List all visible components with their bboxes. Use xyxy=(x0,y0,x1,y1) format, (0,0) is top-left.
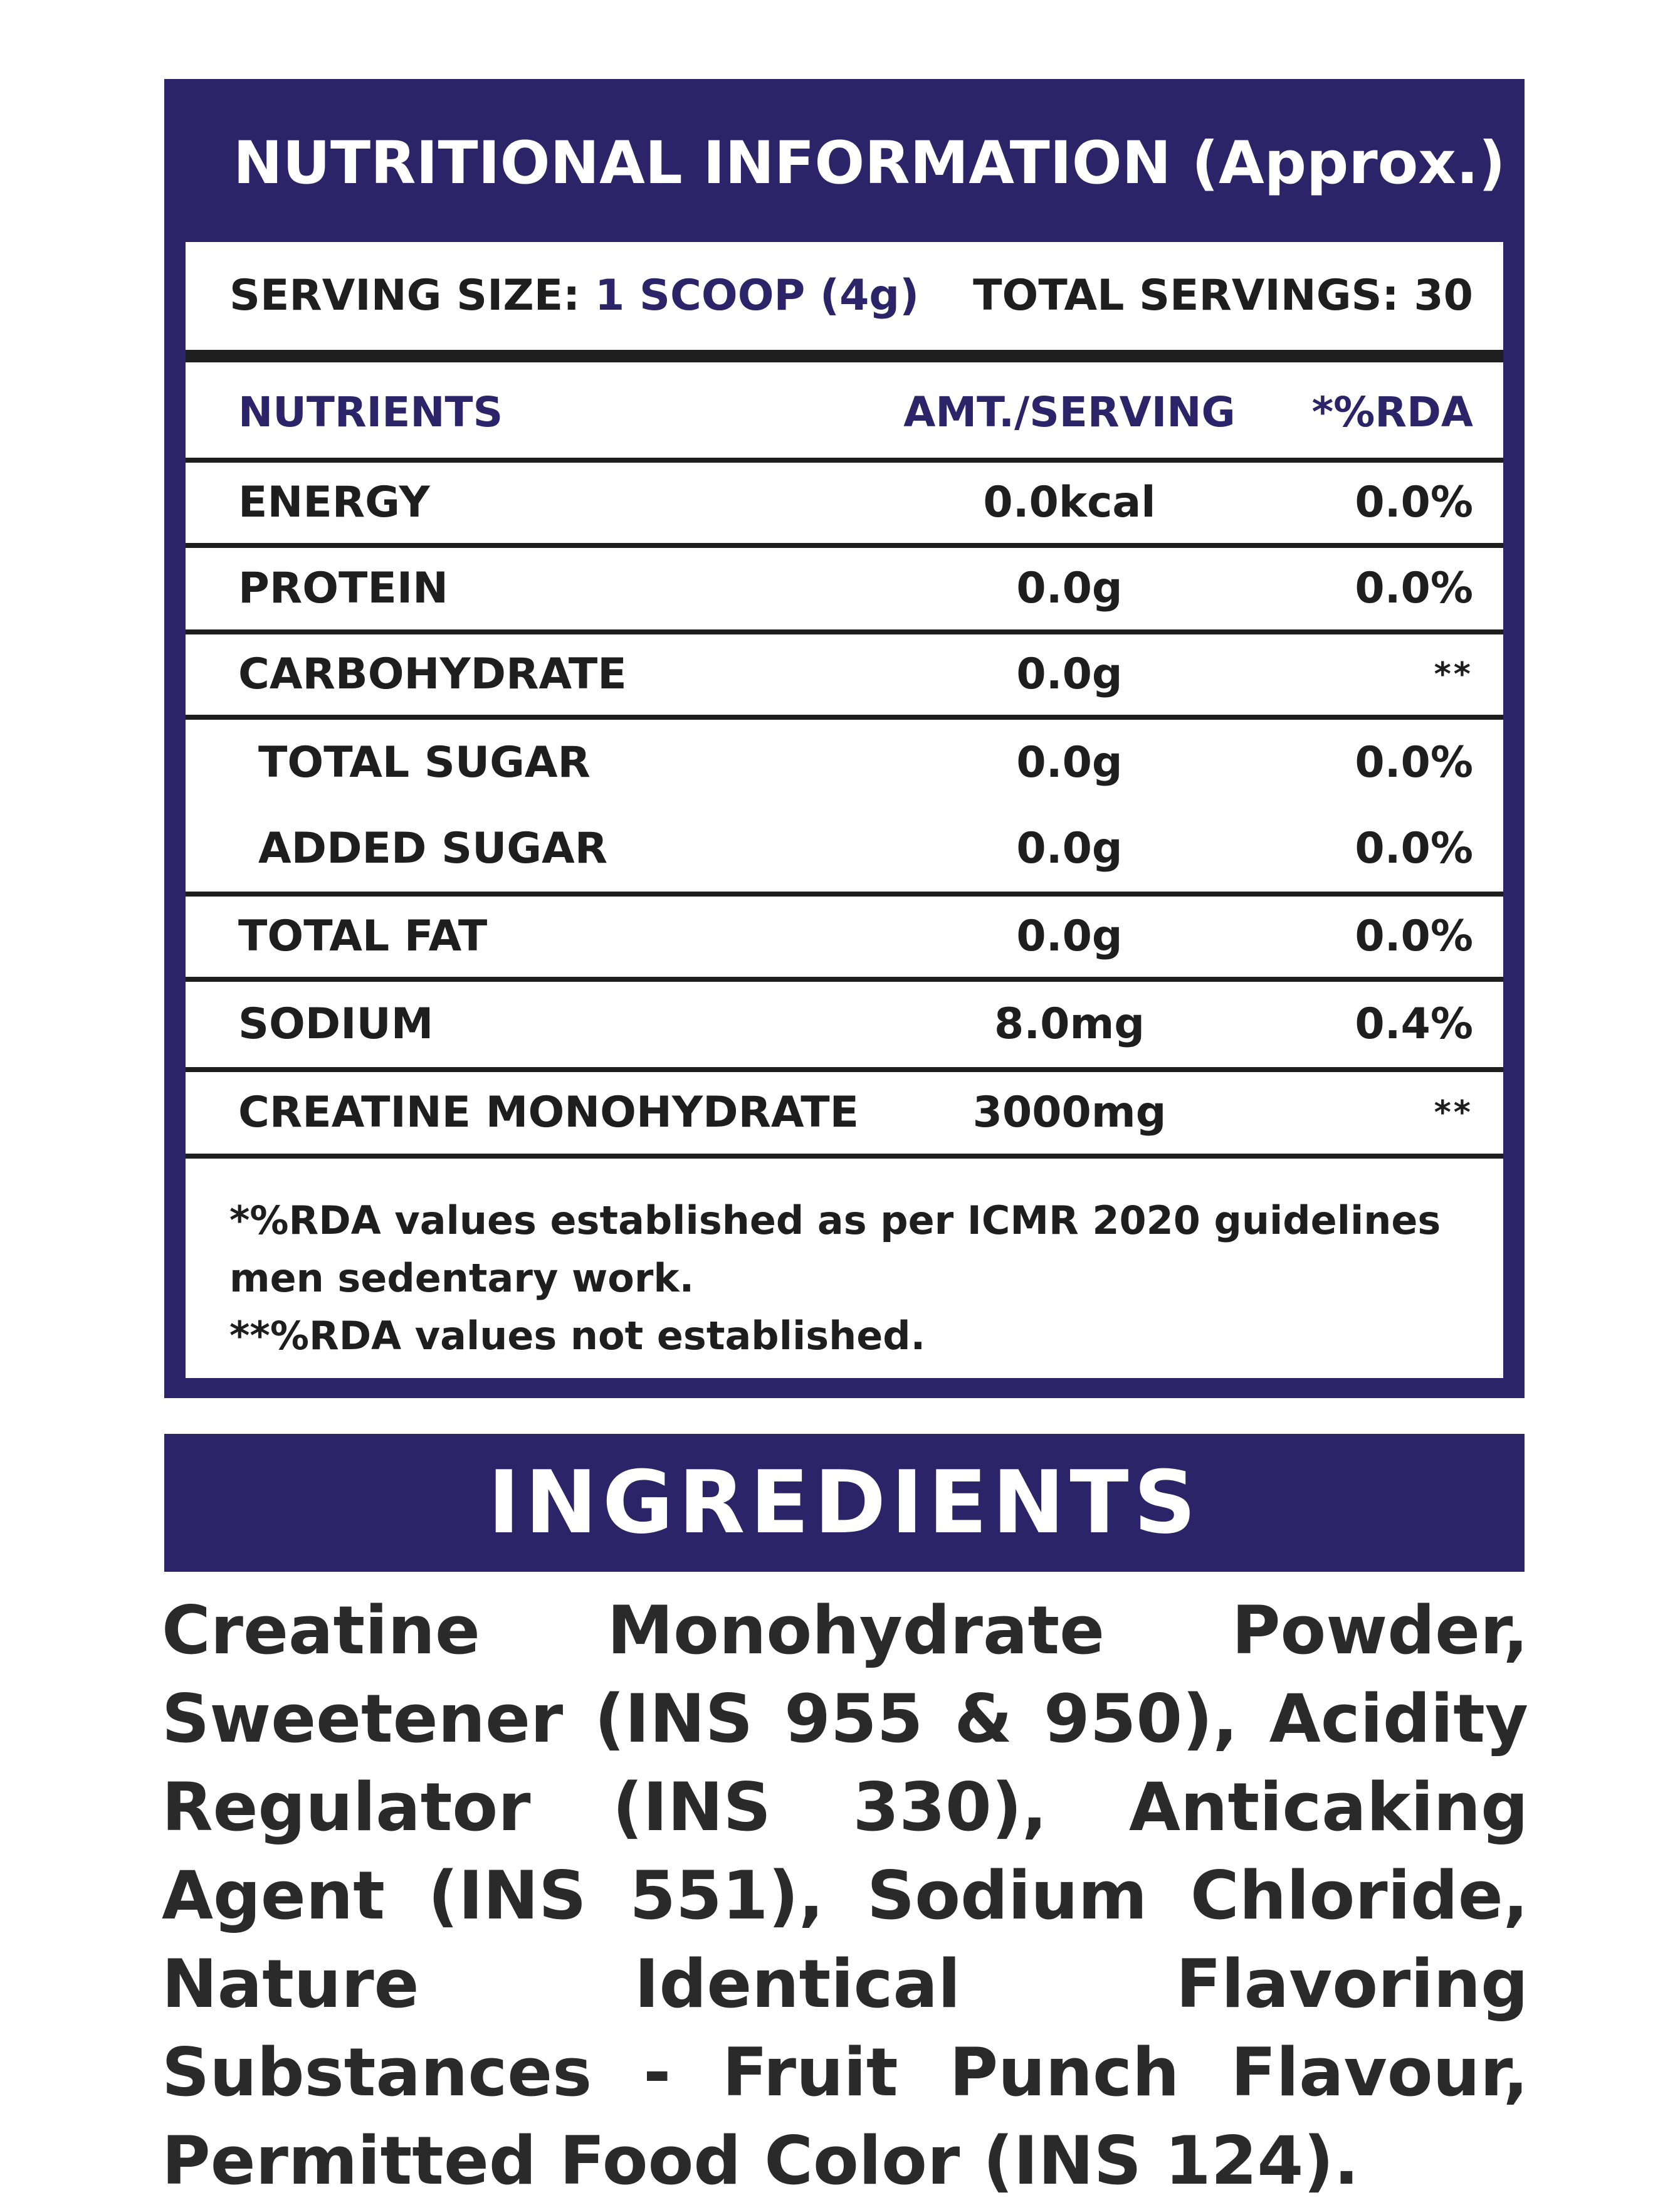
footnote-rda-established: *%RDA values established as per ICMR 2020 guidelines xyxy=(229,1197,1441,1243)
table-row xyxy=(186,897,1503,977)
rda-footnotes xyxy=(229,1192,1483,1365)
nutrient-amount: 0.0g xyxy=(1016,824,1123,873)
serving-size-label: SERVING SIZE: xyxy=(229,271,580,320)
row-divider xyxy=(186,1154,1503,1159)
table-row xyxy=(186,806,1503,892)
nutrient-amount: 3000mg xyxy=(972,1088,1167,1137)
ingredients-text: Creatine Monohydrate Powder, Sweetener (INS 955 & 950), Acidity Regulator (INS 330), Anticaking Agent (INS 551), Sodium Chloride, Nature Identical Flavoring Substances - Fruit Punch Flavour, Permitted Food Color (INS 124). xyxy=(162,1592,1528,2199)
nutrient-amount: 0.0g xyxy=(1016,650,1123,699)
nutrient-name: TOTAL SUGAR xyxy=(258,738,591,787)
serving-size xyxy=(229,242,919,350)
nutrient-amount: 0.0g xyxy=(1016,738,1123,787)
nutrition-title: NUTRITIONAL INFORMATION (Approx.) xyxy=(233,129,1506,197)
nutrient-rda: 0.0% xyxy=(1355,824,1473,873)
nutrient-rda: 0.0% xyxy=(1355,912,1473,961)
nutrient-rda: ** xyxy=(1434,1094,1473,1132)
total-servings: TOTAL SERVINGS: 30 xyxy=(973,271,1473,320)
header-amount: AMT./SERVING xyxy=(903,388,1236,436)
row-divider xyxy=(186,458,1503,463)
nutrition-panel xyxy=(164,79,1525,1398)
nutrient-name: ENERGY xyxy=(238,478,430,527)
ingredients-title: INGREDIENTS xyxy=(164,1434,1525,1572)
nutrient-amount: 8.0mg xyxy=(994,999,1145,1049)
nutrient-name: ADDED SUGAR xyxy=(258,824,608,873)
nutrient-name: TOTAL FAT xyxy=(238,912,488,961)
nutrient-amount: 0.0kcal xyxy=(983,478,1156,527)
table-row xyxy=(186,982,1503,1067)
footnote-rda-established-cont: men sedentary work. xyxy=(229,1255,695,1301)
serving-size-value: 1 SCOOP (4g) xyxy=(595,271,920,320)
nutrient-name: SODIUM xyxy=(238,999,434,1049)
nutrition-table xyxy=(186,242,1503,1378)
row-divider xyxy=(186,629,1503,634)
footnote-rda-not-established: **%RDA values not established. xyxy=(229,1313,926,1359)
row-divider xyxy=(186,892,1503,897)
table-row xyxy=(186,548,1503,629)
serving-info-row xyxy=(186,242,1503,350)
nutrient-rda: 0.4% xyxy=(1355,999,1473,1049)
header-nutrients: NUTRIENTS xyxy=(238,388,503,436)
table-row xyxy=(186,634,1503,715)
header-rda: *%RDA xyxy=(1311,388,1473,436)
table-header xyxy=(186,362,1503,463)
table-row xyxy=(186,1072,1503,1154)
nutrient-amount: 0.0g xyxy=(1016,912,1123,961)
nutrient-rda: 0.0% xyxy=(1355,478,1473,527)
nutrient-amount: 0.0g xyxy=(1016,564,1123,613)
row-divider xyxy=(186,715,1503,720)
table-row xyxy=(186,463,1503,543)
table-row xyxy=(186,720,1503,806)
nutrient-rda: ** xyxy=(1434,656,1473,693)
row-divider xyxy=(186,1067,1503,1072)
nutrient-rda: 0.0% xyxy=(1355,564,1473,613)
nutrient-rda: 0.0% xyxy=(1355,738,1473,787)
nutrient-name: CARBOHYDRATE xyxy=(238,650,627,699)
thick-divider xyxy=(186,350,1503,362)
nutrient-name: CREATINE MONOHYDRATE xyxy=(238,1088,859,1137)
row-divider xyxy=(186,977,1503,982)
row-divider xyxy=(186,543,1503,548)
nutrient-name: PROTEIN xyxy=(238,564,449,613)
